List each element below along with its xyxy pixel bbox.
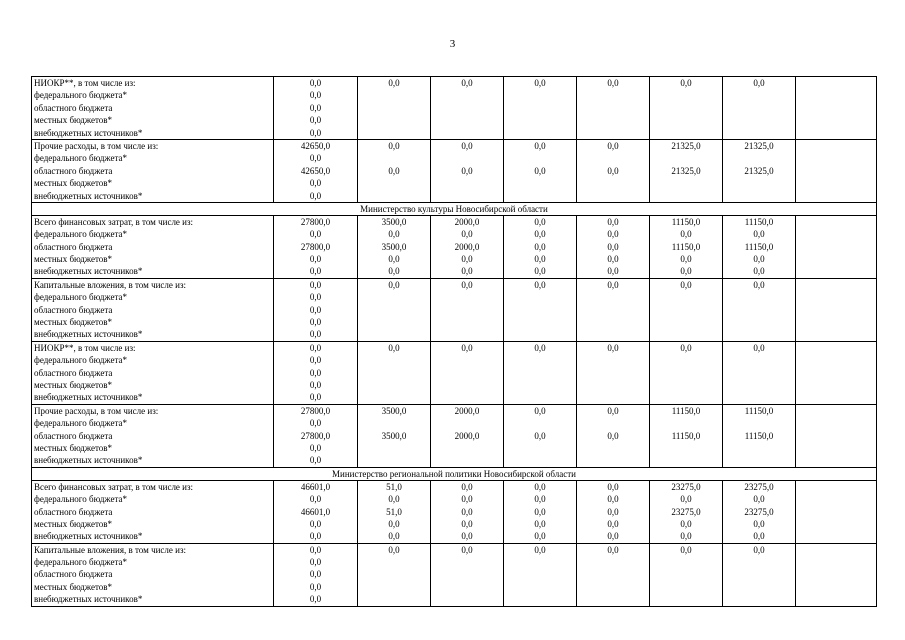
- row-label: местных бюджетов*: [34, 317, 113, 328]
- value-cell: [431, 278, 504, 341]
- row-label: местных бюджетов*: [34, 115, 113, 126]
- cell-value: 46601,0: [300, 506, 331, 517]
- value-cell: [796, 139, 877, 202]
- cell-value: 0,0: [461, 254, 473, 265]
- cell-value: 11150,0: [671, 405, 701, 416]
- row-label: внебюджетных источников*: [34, 455, 143, 466]
- value-cell: [431, 404, 504, 467]
- value-cell: [650, 341, 723, 404]
- cell-value: 23275,0: [671, 506, 701, 517]
- value-cell: [504, 543, 577, 606]
- value-cell: [274, 77, 358, 140]
- row-label: областного бюджета: [34, 165, 113, 176]
- cell-value: 0,0: [309, 254, 322, 265]
- row-label: внебюджетных источников*: [34, 190, 143, 201]
- cell-value: 0,0: [607, 279, 619, 290]
- cell-value: 0,0: [388, 266, 400, 277]
- row-label: Всего финансовых затрат, в том числе из:: [34, 481, 194, 492]
- cell-value: [723, 152, 795, 164]
- cell-value: 0,0: [534, 342, 546, 353]
- cell-value: 0,0: [753, 78, 765, 88]
- cell-value: 0,0: [680, 229, 692, 240]
- cell-value: 0,0: [680, 254, 692, 265]
- cell-value: 0,0: [309, 178, 322, 189]
- cell-value: 0,0: [309, 418, 322, 429]
- cell-value: 0,0: [753, 266, 765, 277]
- cell-value: 0,0: [753, 254, 765, 265]
- cell-value: 0,0: [680, 279, 692, 290]
- row-label: местных бюджетов*: [34, 442, 113, 453]
- cell-value: 0,0: [309, 367, 322, 378]
- value-cell: [358, 215, 431, 278]
- cell-value: 0,0: [534, 78, 546, 88]
- value-cell: [650, 77, 723, 140]
- value-cell: [504, 480, 577, 543]
- cell-value: 0,0: [534, 165, 546, 176]
- cell-value: 0,0: [680, 531, 692, 542]
- cell-value: 0,0: [388, 78, 400, 88]
- row-label: внебюджетных источников*: [34, 329, 143, 340]
- row-label: внебюджетных источников*: [34, 531, 143, 542]
- value-cell: [577, 480, 650, 543]
- cell-value: 0,0: [607, 140, 619, 151]
- value-cell: [650, 404, 723, 467]
- cell-value: 23275,0: [744, 481, 774, 492]
- cell-value: 0,0: [388, 229, 400, 240]
- cell-value: 0,0: [534, 216, 546, 227]
- cell-value: 23275,0: [671, 481, 701, 492]
- cell-value: 0,0: [607, 494, 619, 505]
- value-cell: [796, 341, 877, 404]
- value-cell: [650, 543, 723, 606]
- cell-value: 0,0: [607, 254, 619, 265]
- cell-value: 0,0: [461, 279, 473, 290]
- cell-value: 0,0: [309, 581, 322, 592]
- cell-value: 21325,0: [744, 165, 774, 176]
- cell-value: 0,0: [607, 430, 619, 441]
- value-cell: [577, 77, 650, 140]
- row-label: областного бюджета: [34, 102, 113, 113]
- row-label-cell: [32, 404, 274, 467]
- value-cell: [358, 543, 431, 606]
- page-number: 3: [449, 38, 456, 50]
- cell-value: 0,0: [461, 78, 473, 88]
- cell-value: 0,0: [309, 153, 322, 164]
- cell-value: 0,0: [753, 531, 765, 542]
- cell-value: 11150,0: [744, 241, 774, 252]
- cell-value: 0,0: [309, 442, 322, 453]
- table-row: [32, 215, 877, 278]
- row-label: внебюджетных источников*: [34, 266, 143, 277]
- cell-value: 0,0: [534, 518, 546, 529]
- cell-value: 21325,0: [744, 140, 774, 151]
- cell-value: 0,0: [309, 90, 322, 101]
- row-label: местных бюджетов*: [34, 581, 113, 592]
- value-cell: [577, 139, 650, 202]
- value-cell: [796, 77, 877, 140]
- cell-value: 0,0: [607, 481, 619, 492]
- cell-value: 0,0: [680, 342, 692, 353]
- table-row: [32, 480, 877, 543]
- value-cell: [650, 278, 723, 341]
- cell-value: 0,0: [309, 455, 322, 466]
- cell-value: 0,0: [388, 342, 400, 353]
- value-cell: [577, 278, 650, 341]
- value-cell: [274, 480, 358, 543]
- cell-value: 42650,0: [300, 165, 331, 176]
- row-label: НИОКР**, в том числе из:: [34, 78, 136, 88]
- cell-value: 0,0: [461, 342, 473, 353]
- cell-value: 0,0: [680, 494, 692, 505]
- cell-value: 3500,0: [381, 430, 407, 441]
- cell-value: 0,0: [461, 506, 473, 517]
- cell-value: 0,0: [461, 544, 473, 555]
- cell-value: 0,0: [534, 266, 546, 277]
- value-cell: [577, 543, 650, 606]
- cell-value: 0,0: [534, 481, 546, 492]
- cell-value: 0,0: [309, 102, 322, 113]
- table-row: [32, 404, 877, 467]
- cell-value: [431, 152, 503, 164]
- value-cell: [274, 215, 358, 278]
- value-cell: [431, 139, 504, 202]
- cell-value: 0,0: [309, 127, 322, 138]
- cell-value: 51,0: [386, 481, 402, 492]
- cell-value: [577, 417, 649, 429]
- cell-value: 11150,0: [671, 430, 701, 441]
- cell-value: 27800,0: [300, 216, 331, 227]
- cell-value: 0,0: [607, 544, 619, 555]
- row-label: областного бюджета: [34, 367, 113, 378]
- value-cell: [504, 341, 577, 404]
- value-cell: [796, 480, 877, 543]
- cell-value: 0,0: [607, 342, 619, 353]
- row-label: областного бюджета: [34, 241, 113, 252]
- cell-value: [504, 417, 576, 429]
- row-label: федерального бюджета*: [34, 557, 128, 568]
- cell-value: 0,0: [534, 544, 546, 555]
- cell-value: 0,0: [388, 494, 400, 505]
- value-cell: [796, 543, 877, 606]
- row-label: Капитальные вложения, в том числе из:: [34, 544, 187, 555]
- row-label: Всего финансовых затрат, в том числе из:: [34, 216, 194, 227]
- row-label: Капитальные вложения, в том числе из:: [34, 279, 187, 290]
- cell-value: 27800,0: [300, 241, 331, 252]
- value-cell: [274, 543, 358, 606]
- row-label: внебюджетных источников*: [34, 594, 143, 605]
- value-cell: [577, 341, 650, 404]
- row-label: федерального бюджета*: [34, 292, 128, 303]
- value-cell: [504, 278, 577, 341]
- cell-value: 2000,0: [454, 430, 480, 441]
- row-label: НИОКР**, в том числе из:: [34, 342, 136, 353]
- cell-value: 0,0: [461, 140, 473, 151]
- cell-value: 0,0: [461, 266, 473, 277]
- cell-value: 2000,0: [454, 405, 480, 416]
- cell-value: 0,0: [309, 115, 322, 126]
- cell-value: 0,0: [607, 165, 619, 176]
- cell-value: 0,0: [753, 494, 765, 505]
- row-label: Прочие расходы, в том числе из:: [34, 405, 159, 416]
- row-label: местных бюджетов*: [34, 254, 113, 265]
- cell-value: 46601,0: [300, 481, 331, 492]
- cell-value: 0,0: [309, 594, 322, 605]
- cell-value: 0,0: [309, 266, 322, 277]
- cell-value: 0,0: [461, 518, 473, 529]
- value-cell: [504, 77, 577, 140]
- row-label: местных бюджетов*: [34, 518, 113, 529]
- section-title: Министерство культуры Новосибирской области: [32, 202, 877, 215]
- cell-value: 3500,0: [381, 405, 407, 416]
- value-cell: [577, 215, 650, 278]
- cell-value: 0,0: [309, 544, 322, 555]
- cell-value: 0,0: [534, 254, 546, 265]
- cell-value: 27800,0: [300, 405, 331, 416]
- cell-value: 0,0: [607, 78, 619, 88]
- value-cell: [650, 139, 723, 202]
- cell-value: 51,0: [386, 506, 402, 517]
- cell-value: 11150,0: [744, 405, 774, 416]
- cell-value: 0,0: [753, 279, 765, 290]
- cell-value: 0,0: [309, 355, 322, 366]
- cell-value: 0,0: [753, 518, 765, 529]
- cell-value: 0,0: [534, 241, 546, 252]
- value-cell: [431, 341, 504, 404]
- cell-value: 0,0: [461, 165, 473, 176]
- value-cell: [723, 341, 796, 404]
- value-cell: [650, 480, 723, 543]
- row-label-cell: [32, 278, 274, 341]
- cell-value: 0,0: [534, 405, 546, 416]
- value-cell: [723, 404, 796, 467]
- table-row: [32, 77, 877, 140]
- table-row: [32, 543, 877, 606]
- cell-value: 0,0: [309, 518, 322, 529]
- cell-value: 0,0: [309, 379, 322, 390]
- value-cell: [358, 341, 431, 404]
- value-cell: [723, 215, 796, 278]
- cell-value: 0,0: [309, 569, 322, 580]
- cell-value: 0,0: [461, 229, 473, 240]
- value-cell: [431, 77, 504, 140]
- cell-value: 0,0: [309, 531, 322, 542]
- cell-value: 0,0: [534, 506, 546, 517]
- value-cell: [504, 215, 577, 278]
- value-cell: [796, 215, 877, 278]
- cell-value: 0,0: [388, 140, 400, 151]
- cell-value: 0,0: [607, 241, 619, 252]
- cell-value: 3500,0: [381, 216, 407, 227]
- row-label: областного бюджета: [34, 569, 113, 580]
- cell-value: 23275,0: [744, 506, 774, 517]
- cell-value: 27800,0: [300, 430, 331, 441]
- cell-value: 0,0: [534, 531, 546, 542]
- cell-value: 21325,0: [671, 140, 701, 151]
- cell-value: 11150,0: [744, 216, 774, 227]
- row-label: федерального бюджета*: [34, 153, 128, 164]
- row-label-cell: [32, 543, 274, 606]
- value-cell: [650, 215, 723, 278]
- value-cell: [431, 543, 504, 606]
- value-cell: [723, 77, 796, 140]
- row-label: местных бюджетов*: [34, 178, 113, 189]
- cell-value: 0,0: [388, 531, 400, 542]
- value-cell: [274, 139, 358, 202]
- value-cell: [504, 404, 577, 467]
- row-label-cell: [32, 215, 274, 278]
- cell-value: 11150,0: [671, 216, 701, 227]
- cell-value: 0,0: [309, 392, 322, 403]
- cell-value: 0,0: [680, 518, 692, 529]
- cell-value: 0,0: [309, 304, 322, 315]
- cell-value: [650, 417, 722, 429]
- value-cell: [358, 77, 431, 140]
- table-row: [32, 278, 877, 341]
- cell-value: 0,0: [607, 506, 619, 517]
- value-cell: [431, 215, 504, 278]
- cell-value: [723, 417, 795, 429]
- cell-value: 0,0: [388, 544, 400, 555]
- cell-value: [650, 152, 722, 164]
- row-label-cell: [32, 480, 274, 543]
- cell-value: 0,0: [680, 266, 692, 277]
- cell-value: 0,0: [309, 317, 322, 328]
- cell-value: 3500,0: [381, 241, 407, 252]
- cell-value: 0,0: [534, 494, 546, 505]
- cell-value: [577, 152, 649, 164]
- cell-value: 0,0: [309, 329, 322, 340]
- value-cell: [274, 404, 358, 467]
- row-label: областного бюджета: [34, 304, 113, 315]
- row-label-cell: [32, 139, 274, 202]
- cell-value: 0,0: [461, 481, 473, 492]
- row-label: федерального бюджета*: [34, 418, 128, 429]
- cell-value: 0,0: [388, 165, 400, 176]
- cell-value: 11150,0: [671, 241, 701, 252]
- cell-value: 0,0: [309, 229, 322, 240]
- cell-value: 2000,0: [454, 216, 480, 227]
- cell-value: 21325,0: [671, 165, 701, 176]
- cell-value: 0,0: [309, 78, 322, 88]
- value-cell: [358, 404, 431, 467]
- cell-value: 0,0: [680, 544, 692, 555]
- section-header-row: [32, 202, 877, 215]
- cell-value: 0,0: [607, 405, 619, 416]
- cell-value: 2000,0: [454, 241, 480, 252]
- row-label: местных бюджетов*: [34, 379, 113, 390]
- row-label-cell: [32, 341, 274, 404]
- row-label: внебюджетных источников*: [34, 392, 143, 403]
- cell-value: [504, 152, 576, 164]
- cell-value: 0,0: [753, 229, 765, 240]
- value-cell: [274, 341, 358, 404]
- cell-value: 0,0: [388, 254, 400, 265]
- value-cell: [796, 278, 877, 341]
- row-label: федерального бюджета*: [34, 494, 128, 505]
- cell-value: 0,0: [534, 140, 546, 151]
- cell-value: 11150,0: [744, 430, 774, 441]
- value-cell: [504, 139, 577, 202]
- value-cell: [358, 278, 431, 341]
- cell-value: 0,0: [309, 494, 322, 505]
- row-label-cell: [32, 77, 274, 140]
- cell-value: 0,0: [461, 531, 473, 542]
- cell-value: [358, 152, 430, 164]
- table-row: [32, 341, 877, 404]
- value-cell: [796, 404, 877, 467]
- row-label: федерального бюджета*: [34, 90, 128, 101]
- table-row: [32, 139, 877, 202]
- cell-value: 0,0: [534, 279, 546, 290]
- cell-value: 0,0: [309, 557, 322, 568]
- cell-value: 0,0: [753, 544, 765, 555]
- cell-value: 0,0: [388, 518, 400, 529]
- section-title: Министерство региональной политики Новосибирской области: [32, 467, 877, 480]
- cell-value: 0,0: [607, 518, 619, 529]
- row-label: федерального бюджета*: [34, 355, 128, 366]
- cell-value: 0,0: [753, 342, 765, 353]
- cell-value: 0,0: [607, 216, 619, 227]
- cell-value: 0,0: [309, 279, 322, 290]
- cell-value: 0,0: [461, 494, 473, 505]
- value-cell: [274, 278, 358, 341]
- section-header-row: [32, 467, 877, 480]
- row-label: областного бюджета: [34, 506, 113, 517]
- cell-value: 0,0: [309, 342, 322, 353]
- value-cell: [358, 480, 431, 543]
- row-label: внебюджетных источников*: [34, 127, 143, 138]
- cell-value: 0,0: [534, 229, 546, 240]
- row-label: Прочие расходы, в том числе из:: [34, 140, 159, 151]
- cell-value: 0,0: [680, 78, 692, 88]
- row-label: федерального бюджета*: [34, 229, 128, 240]
- cell-value: 0,0: [534, 430, 546, 441]
- cell-value: 0,0: [607, 229, 619, 240]
- row-label: областного бюджета: [34, 430, 113, 441]
- cell-value: [358, 417, 430, 429]
- value-cell: [723, 480, 796, 543]
- budget-table: [31, 76, 877, 607]
- value-cell: [577, 404, 650, 467]
- cell-value: 0,0: [607, 266, 619, 277]
- value-cell: [723, 139, 796, 202]
- value-cell: [723, 543, 796, 606]
- cell-value: 42650,0: [300, 140, 331, 151]
- cell-value: 0,0: [388, 279, 400, 290]
- cell-value: 0,0: [309, 292, 322, 303]
- value-cell: [358, 139, 431, 202]
- cell-value: 0,0: [607, 531, 619, 542]
- value-cell: [723, 278, 796, 341]
- cell-value: 0,0: [309, 190, 322, 201]
- value-cell: [431, 480, 504, 543]
- cell-value: [431, 417, 503, 429]
